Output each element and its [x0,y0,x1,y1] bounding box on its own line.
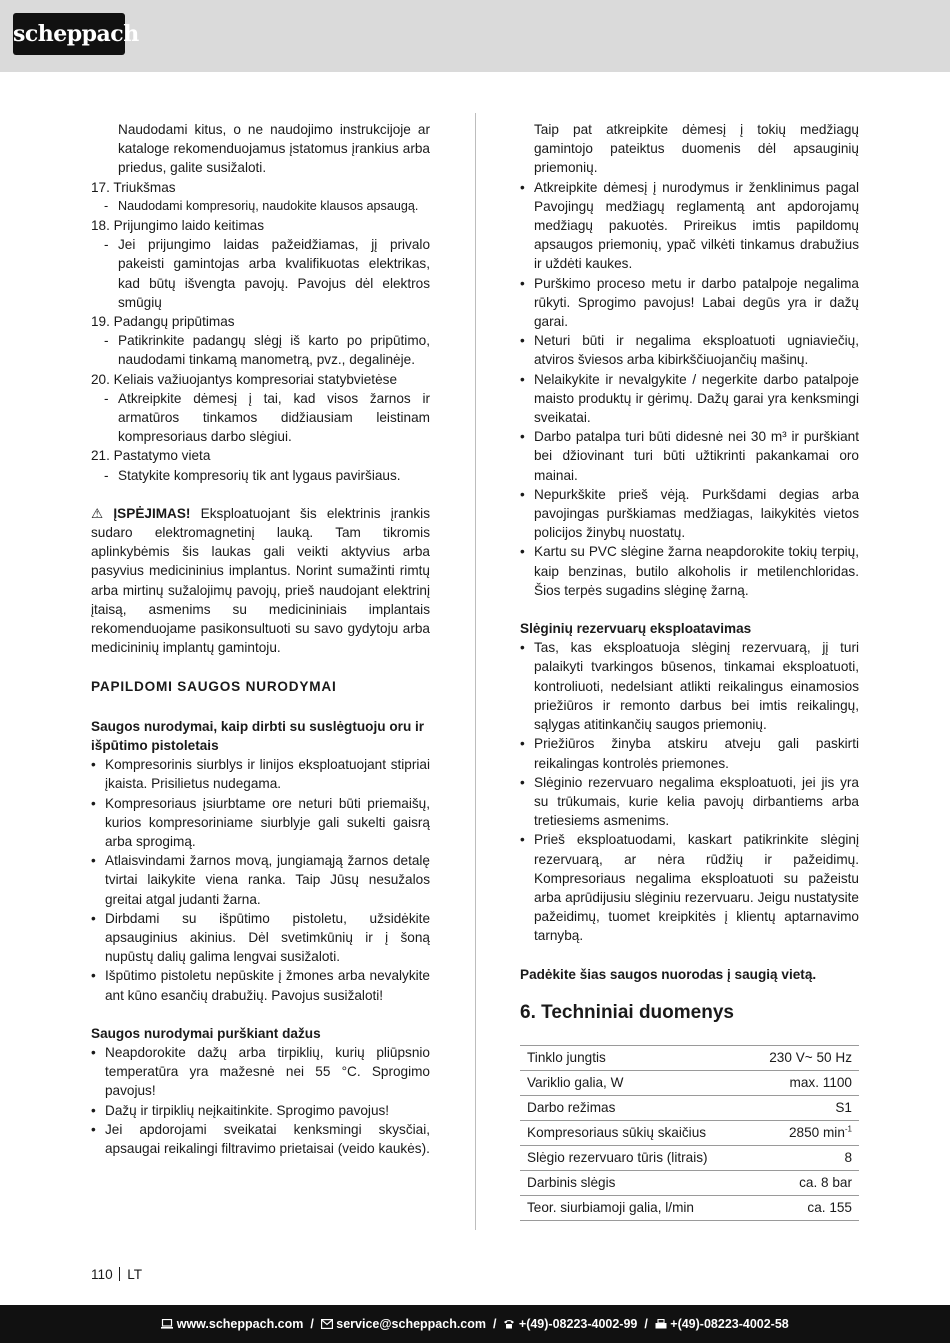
spec-value: S1 [746,1095,859,1120]
scheppach-logo: scheppach [13,13,125,55]
warning-triangle-icon: ⚠ [91,505,104,521]
page-number [91,1265,142,1284]
spec-value: ca. 8 bar [746,1170,859,1195]
list-item: • Tas, kas eksploatuoja slėginį rezervuarą, jį turi palaikyti tvarkingos būsenos, tinkamai eksploatuoti, kontroliuoti, nedelsiant atlikti reikalingus einamosios priežiūros ir remonto darbus bei imtis reikalingų, sąlygas atitinkančių saugos priemonių. [520,638,859,734]
phone-number[interactable]: +(49)-08223-4002-99 [518,1317,638,1331]
page-number-value: 110 [91,1267,113,1282]
paint-safety-heading: Saugos nurodymai purškiant dažus [91,1025,321,1041]
item-dash [91,466,430,485]
warning-paragraph [91,504,430,658]
list-item: • Neapdorokite dažų arba tirpiklių, kurių pliūpsnio temperatūra yra mažesnė nei 55 °C. Sprogimo pavojus! [91,1043,430,1101]
list-item: • Neturi būti ir negalima eksploatuoti ugniaviečių, atviros šviesos arba kibirkščiuojančių mašinų. [520,331,859,369]
table-row [520,1145,859,1170]
spec-label: Slėgio rezervuaro tūris (litrais) [520,1145,746,1170]
list-item: • Dažų ir tirpiklių neįkaitinkite. Sprogimo pavojus! [91,1101,430,1120]
item-title: 18. Prijungimo laido keitimas [91,218,265,234]
spec-value: 230 V~ 50 Hz [746,1045,859,1070]
spacer [91,697,430,717]
page-header [0,0,950,72]
item-dash-text: Jei prijungimo laidas pažeidžiamas, jį privalo pakeisti gamintojas arba kvalifikuotas elektrikas, kad būtų išvengta pavojų. Pavojus dėl elektros smūgių [118,237,430,310]
spacer [520,984,859,1000]
list-item: • Atkreipkite dėmesį į nurodymus ir ženklinimus pagal Pavojingų medžiagų reglamentą ant apdorojamų medžiagų pakuotės. Prireikus imtis papildomų apsaugos priemonių, ypač vilkėti tinkamus drabužius ir uždėti kaukes. [520,178,859,274]
item-dash-text: Naudodami kompresorių, naudokite klausos apsaugą. [118,198,419,213]
item-dash-text: Statykite kompresorių tik ant lygaus paviršiaus. [118,467,401,483]
fax-number[interactable]: +(49)-08223-4002-58 [670,1317,789,1331]
item-title: 21. Pastatymo vieta [91,448,211,464]
list-item: • Darbo patalpa turi būti didesnė nei 30 m³ ir purškiant bei džiovinant turi būti užtikrinti pakankamai oro mainai. [520,427,859,485]
technical-data-title: 6. Techniniai duomenys [520,1001,734,1023]
spec-value: max. 1100 [746,1070,859,1095]
air-safety-heading: Saugos nurodymai, kaip dirbti su suslėgtuoju oru ir išpūtimo pistoletais [91,718,425,753]
table-row [520,1045,859,1070]
item-dash [91,235,430,312]
spacer [91,1005,430,1024]
warning-text: Eksploatuojant šis elektrinis įrankis sudaro elektromagnetinį lauką. Tam tikromis aplinkybėmis šis laukas gali veikti aktyvius arba pasyvius medicininius implantus. Norint sumažinti rimtų arba mirtinų sužalojimų pavojų, prieš naudojant elektrinį įtaisą, asmenims su medicininiais implantais rekomenduojame pasikonsultuoti su savo gydytoju arba medicininių implantų gamintoju. [91,505,430,656]
item-dash-text: Patikrinkite padangų slėgį iš karto po pripūtimo, naudodami tinkamą manometrą, pvz., degalinėje. [118,333,430,368]
table-row [520,1195,859,1220]
spec-label: Kompresoriaus sūkių skaičius [520,1120,746,1145]
spacer [91,485,430,504]
list-item: • Priežiūros žinyba atskiru atveju gali paskirti reikalingas kontrolės priemones. [520,734,859,772]
table-row [520,1120,859,1145]
item-dash-text: Atkreipkite dėmesį į tai, kad visos žarnos ir armatūros tinkamos didžiausiam leistinam kompresoriaus darbo slėgiui. [118,390,430,445]
item-title: 17. Triukšmas [91,179,176,195]
website-link[interactable]: www.scheppach.com [176,1317,304,1331]
list-item: • Nelaikykite ir nevalgykite / negerkite darbo patalpoje maisto produktų ir gėrimų. Dažų garai yra kenksmingi sveikatai. [520,370,859,428]
spec-label: Darbinis slėgis [520,1170,746,1195]
pressure-tank-heading: Slėginių rezervuarų eksploatavimas [520,621,752,637]
table-row [520,1070,859,1095]
item-title: 19. Padangų pripūtimas [91,314,235,330]
spec-value: 8 [746,1145,859,1170]
warning-label: ĮSPĖJIMAS! [113,505,191,521]
page-number-separator [119,1267,120,1281]
list-item: • Kartu su PVC slėgine žarna neapdorokite tokių terpių, kaip benzinas, butilo alkoholis ir metilenchloridas. Šios terpės sugadins slėginę žarną. [520,542,859,600]
table-row [520,1170,859,1195]
list-item: • Kompresoriaus įsiurbtame ore neturi būti priemaišų, kurios kompresoriniame siurblyje gali sukelti gaisrą arba sprogimą. [91,794,430,852]
computer-icon [161,1317,176,1331]
list-item: • Dirbdami su išpūtimo pistoletu, užsidėkite apsauginius akinius. Dėl svetimkūnių ir į šoną nupūstų dalių galima lengvai susižaloti. [91,909,430,967]
spec-value-text: 2850 min [788,1125,845,1141]
spec-value [746,1120,859,1145]
list-item: • Išpūtimo pistoletu nepūskite į žmones arba nevalykite ant kūno esančių drabužių. Pavojus susižaloti! [91,966,430,1004]
page-language: LT [127,1267,143,1282]
fax-icon [655,1317,670,1331]
spec-label: Variklio galia, W [520,1070,746,1095]
list-item: • Prieš eksploatuodami, kaskart patikrinkite slėginį rezervuarą, ar nėra rūdžių ir pažeidimų. Kompresoriaus negalima eksploatuoti su pažeistu arba aprūdijusiu slėginiu rezervuaru. Jeigu nustatysite pažeidimų, tuomet kreipkitės į klientų aptarnavimo tarnybą. [520,830,859,945]
spacer [520,600,859,619]
spec-label: Darbo režimas [520,1095,746,1120]
spacer [520,946,859,965]
item-dash [91,389,430,447]
additional-safety-heading: PAPILDOMI SAUGOS NURODYMAI [91,679,337,695]
page-footer: www.scheppach.com / service@scheppach.com / +(49)-08223-4002-99 / +(49)-08223-4002-58 [0,1305,950,1343]
list-item: • Slėginio rezervuaro negalima eksploatuoti, jei jis yra su trūkumais, kurie kelia pavojų dirbantiems arba tretiesiems asmenims. [520,773,859,831]
spec-value: ca. 155 [746,1195,859,1220]
right-column [520,120,859,1221]
mail-icon [321,1317,336,1331]
item-dash [91,197,430,216]
left-column [91,120,430,1158]
keep-instructions-note: Padėkite šias saugos nuorodas į saugią vietą. [520,966,817,982]
table-row [520,1095,859,1120]
continuation-paragraph: Taip pat atkreipkite dėmesį į tokių medžiagų gamintojo pateiktus duomenis dėl apsauginių priemonių. [534,122,859,176]
spec-label: Tinklo jungtis [520,1045,746,1070]
spec-label: Teor. siurbiamoji galia, l/min [520,1195,746,1220]
spec-value-exponent: -1 [844,1124,852,1134]
list-item: • Atlaisvindami žarnos movą, jungiamąją žarnos detalę tvirtai laikykite viena ranka. Taip Jūsų nesužalos greitai atgal judanti žarna. [91,851,430,909]
email-link[interactable]: service@scheppach.com [336,1317,487,1331]
list-item: • Purškimo proceso metu ir darbo patalpoje negalima rūkyti. Sprogimo pavojus! Labai degūs yra ir dažų garai. [520,274,859,332]
technical-data-table [520,1045,859,1221]
column-divider [475,113,476,1230]
item-dash [91,331,430,369]
list-item: • Kompresorinis siurblys ir linijos eksploatuojant stipriai įkaista. Prisilietus nudegama. [91,755,430,793]
item-title: 20. Keliais važiuojantys kompresoriai statybvietėse [91,371,398,387]
intro-paragraph: Naudodami kitus, o ne naudojimo instrukcijoje ar kataloge rekomenduojamus įstatomus įrankius arba priedus, galite susižaloti. [118,122,430,176]
phone-icon [503,1317,518,1331]
list-item: • Nepurkškite prieš vėją. Purkšdami degias arba pavojingas purškiamas medžiagas, laikykitės vietos policijos žinybų nuostatų. [520,485,859,543]
spacer [91,657,430,677]
list-item: • Jei apdorojami sveikatai kenksmingi skysčiai, apsaugai reikalingi filtravimo prietaisai (veido kaukės). [91,1120,430,1158]
